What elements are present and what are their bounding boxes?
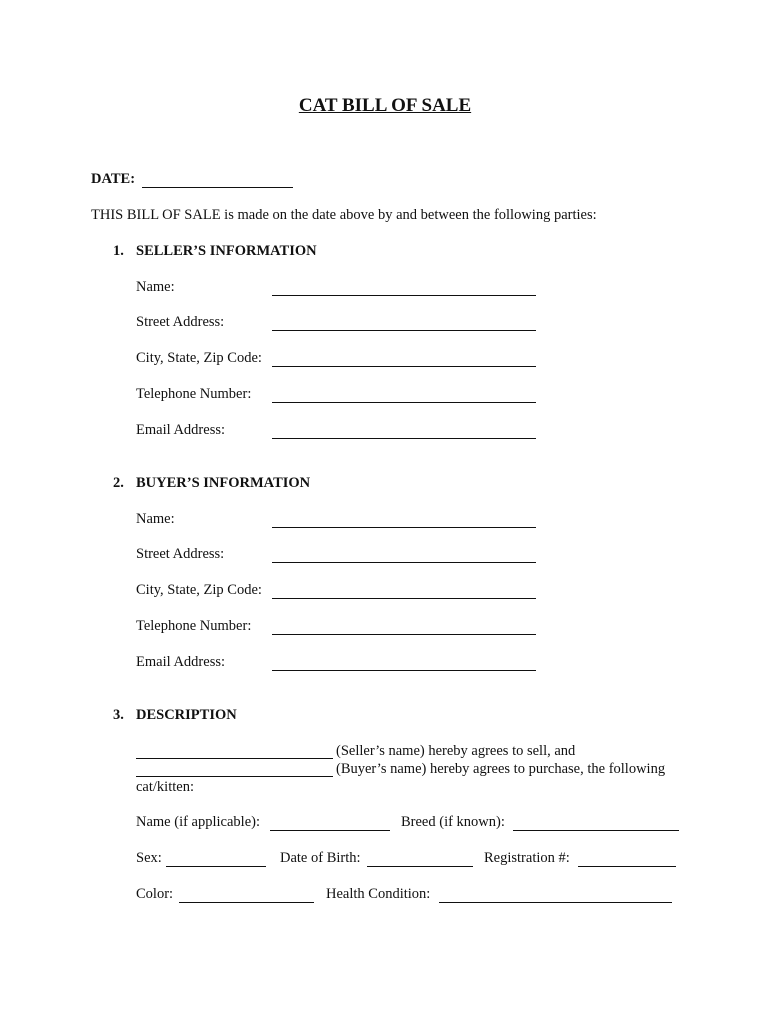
color-label: Color: xyxy=(136,886,174,902)
buyer-phone-label: Telephone Number: xyxy=(136,618,252,634)
registration-field[interactable] xyxy=(578,866,676,867)
buyer-agreement-text: (Buyer’s name) hereby agrees to purchase, the following xyxy=(336,761,666,777)
cat-kitten-text: cat/kitten: xyxy=(136,779,194,795)
registration-label: Registration #: xyxy=(484,850,570,866)
dob-label: Date of Birth: xyxy=(280,850,361,866)
buyer-name-blank[interactable] xyxy=(136,776,333,777)
buyer-phone-field[interactable] xyxy=(272,634,536,635)
sex-label: Sex: xyxy=(136,850,162,866)
seller-name-label: Name: xyxy=(136,279,175,295)
seller-city-label: City, State, Zip Code: xyxy=(136,350,262,366)
buyer-email-label: Email Address: xyxy=(136,654,226,670)
cat-name-field[interactable] xyxy=(270,830,390,831)
buyer-email-field[interactable] xyxy=(272,670,536,671)
seller-section-number: 1. xyxy=(113,243,124,259)
seller-name-blank[interactable] xyxy=(136,758,333,759)
intro-text: THIS BILL OF SALE is made on the date above by and between the following parties: xyxy=(91,207,597,223)
breed-field[interactable] xyxy=(513,830,679,831)
seller-city-field[interactable] xyxy=(272,366,536,367)
cat-name-label: Name (if applicable): xyxy=(136,814,260,830)
buyer-section-heading: BUYER’S INFORMATION xyxy=(136,475,311,491)
date-label: DATE: xyxy=(91,171,136,187)
buyer-name-label: Name: xyxy=(136,511,175,527)
seller-section-heading: SELLER’S INFORMATION xyxy=(136,243,317,259)
date-field[interactable] xyxy=(142,187,293,188)
buyer-city-field[interactable] xyxy=(272,598,536,599)
breed-label: Breed (if known): xyxy=(401,814,505,830)
sex-field[interactable] xyxy=(166,866,266,867)
buyer-street-label: Street Address: xyxy=(136,546,225,562)
color-field[interactable] xyxy=(179,902,314,903)
seller-email-label: Email Address: xyxy=(136,422,226,438)
buyer-section-number: 2. xyxy=(113,475,124,491)
seller-phone-label: Telephone Number: xyxy=(136,386,252,402)
buyer-street-field[interactable] xyxy=(272,562,536,563)
seller-street-label: Street Address: xyxy=(136,314,225,330)
document-title: CAT BILL OF SALE xyxy=(298,95,472,116)
description-section-number: 3. xyxy=(113,707,124,723)
buyer-name-field[interactable] xyxy=(272,527,536,528)
health-condition-field[interactable] xyxy=(439,902,672,903)
seller-phone-field[interactable] xyxy=(272,402,536,403)
seller-name-field[interactable] xyxy=(272,295,536,296)
seller-agreement-text: (Seller’s name) hereby agrees to sell, and xyxy=(336,743,576,759)
seller-email-field[interactable] xyxy=(272,438,536,439)
seller-street-field[interactable] xyxy=(272,330,536,331)
description-section-heading: DESCRIPTION xyxy=(136,707,237,723)
buyer-city-label: City, State, Zip Code: xyxy=(136,582,262,598)
health-condition-label: Health Condition: xyxy=(326,886,431,902)
dob-field[interactable] xyxy=(367,866,473,867)
